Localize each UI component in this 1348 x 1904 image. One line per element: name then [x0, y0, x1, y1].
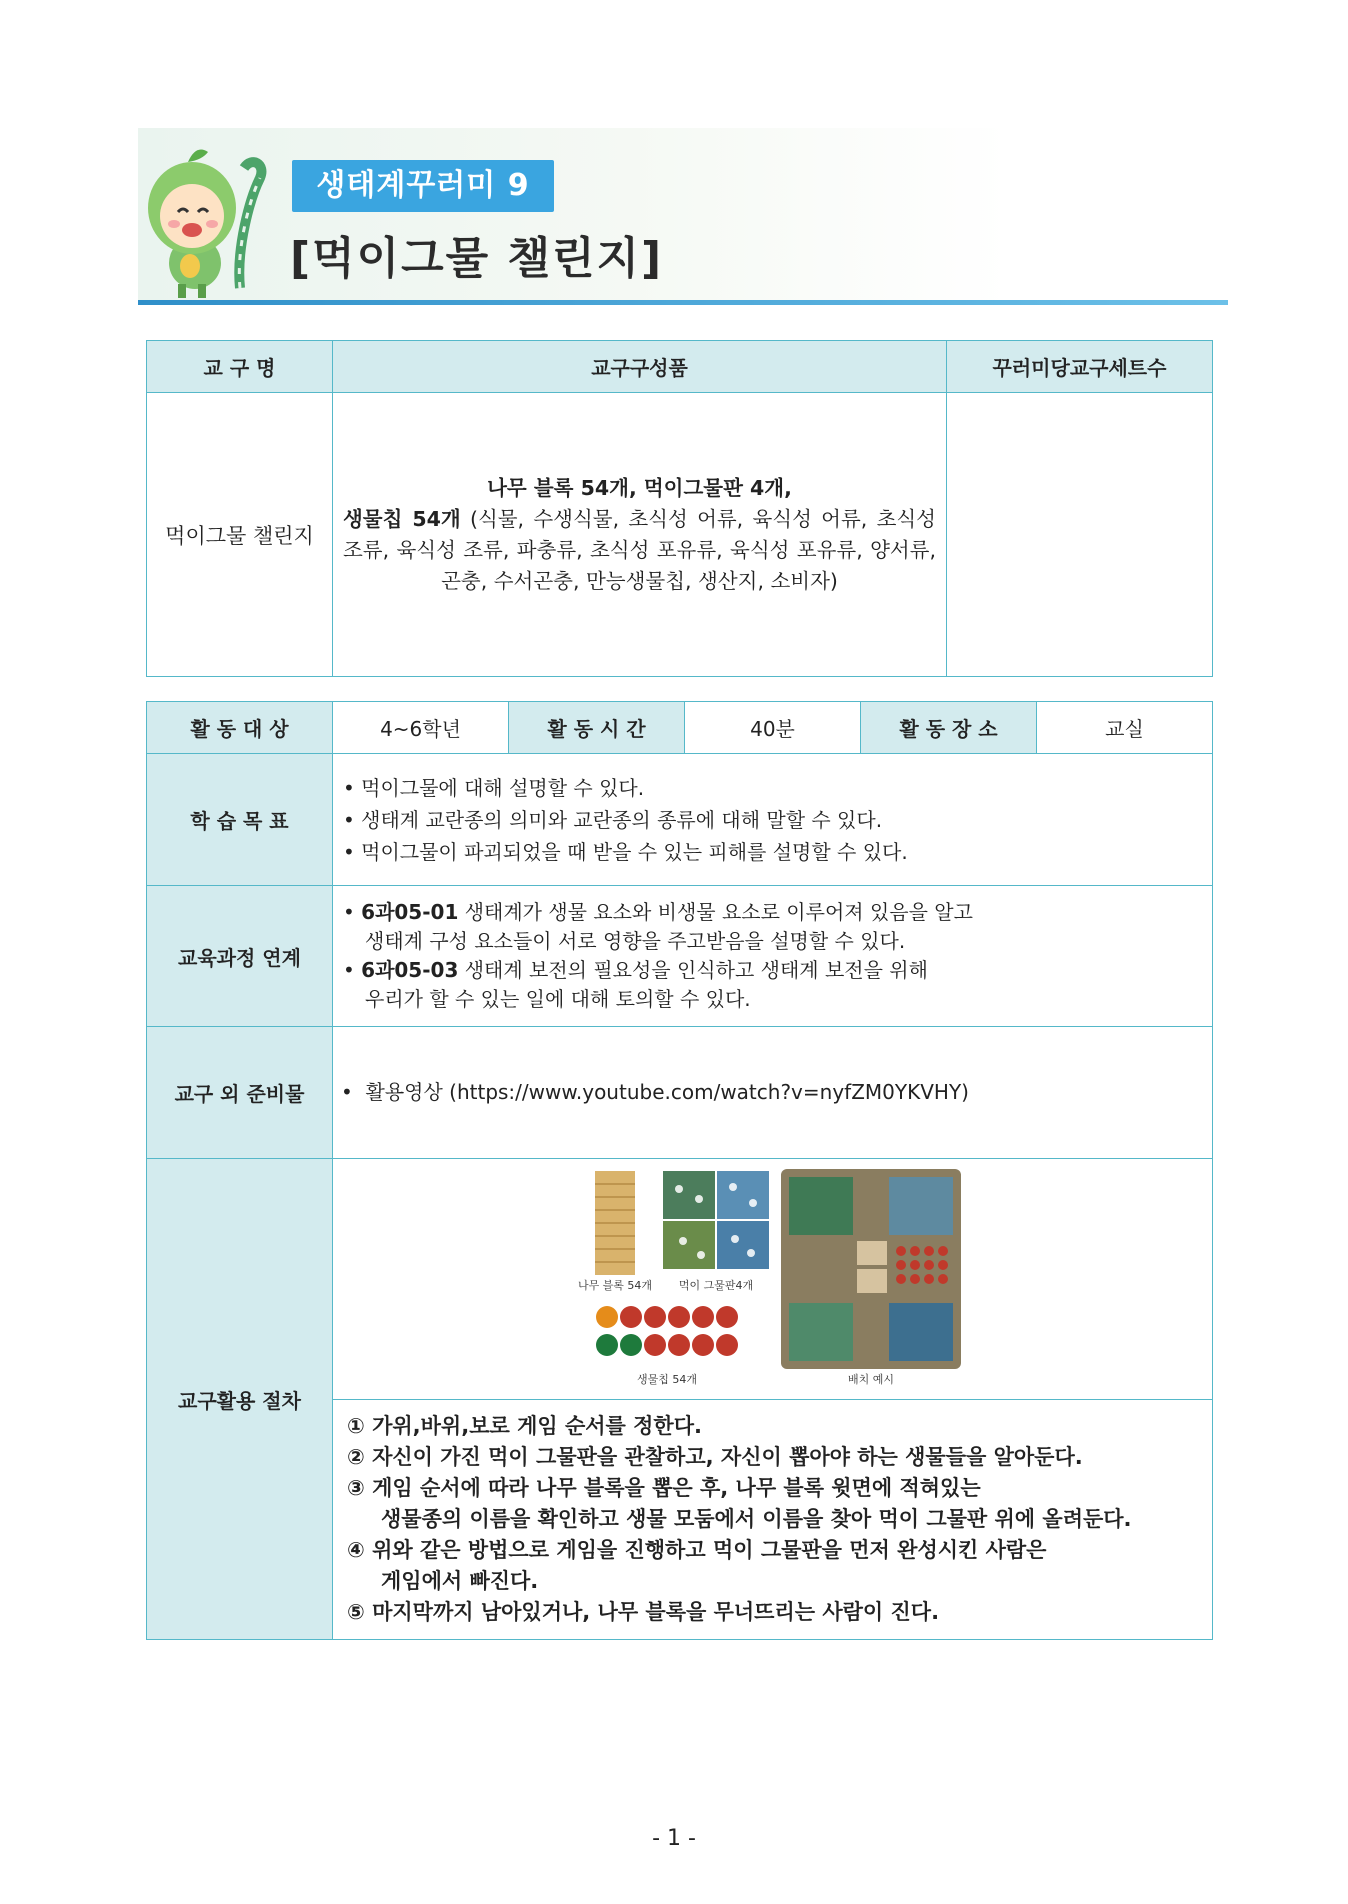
prep-value: 활용영상 (https://www.youtube.com/watch?v=nyfZM0YKVHY) [365, 1080, 969, 1104]
curriculum-item-cont: 생태계 구성 요소들이 서로 영향을 주고받음을 설명할 수 있다. [365, 929, 906, 953]
components-header: 교구구성품 [333, 341, 947, 393]
bullet: • [341, 1080, 366, 1104]
prep-label: 교구 외 준비물 [147, 1027, 333, 1159]
kit-name-header: 교 구 명 [147, 341, 333, 393]
components-line1: 나무 블록 54개, 먹이그물판 4개, [487, 475, 792, 500]
kit-photo [333, 1159, 1213, 1399]
food-web-boards [663, 1171, 769, 1269]
layout-caption: 배치 예시 [847, 1373, 895, 1386]
step-item: ③ 게임 순서에 따라 나무 블록을 뽑은 후, 나무 블록 윗면에 적혀있는 [347, 1476, 981, 1500]
curriculum-cell [333, 886, 1213, 1027]
curriculum-item: • 6과05-01 생태계가 생물 요소와 비생물 요소로 이루어져 있음을 알고 [343, 900, 973, 924]
steps-cell [333, 1400, 1213, 1640]
time-label: 활 동 시 간 [509, 702, 685, 754]
creature-chips [596, 1306, 738, 1356]
step-item-cont: 생물종의 이름을 확인하고 생물 모둠에서 이름을 찾아 먹이 그물판 위에 올려둔다. [381, 1507, 1132, 1531]
procedure-label: 교구활용 절차 [147, 1159, 333, 1640]
place-value: 교실 [1037, 702, 1213, 754]
activity-table [146, 701, 1213, 1640]
curriculum-item: • 6과05-03 생태계 보전의 필요성을 인식하고 생태계 보전을 위해 [343, 958, 928, 982]
step-item-cont: 게임에서 빠진다. [381, 1569, 539, 1593]
goal-item: • 생태계 교란종의 의미와 교란종의 종류에 대해 말할 수 있다. [343, 807, 883, 832]
goal-item: • 먹이그물이 파괴되었을 때 받을 수 있는 피해를 설명할 수 있다. [343, 839, 908, 864]
layout-example [781, 1169, 961, 1369]
prep-cell [333, 1027, 1213, 1159]
chips-kinds: (식물, 수생식물, 초식성 어류, 육식성 어류, 초식성 조류, 육식성 조류, 파충류, 초식성 포유류, 육식성 포유류, 양서류, 곤충, 수서곤충, 만능생물칩, 생산지, 소비자) [343, 506, 936, 593]
curriculum-item-cont: 우리가 할 수 있는 일에 대해 토의할 수 있다. [365, 987, 751, 1011]
components-list [343, 504, 936, 597]
page-title: [먹이그물 챌린지] [290, 233, 664, 284]
goals-cell [333, 754, 1213, 886]
kit-photo-cell [333, 1159, 1213, 1400]
chips-label: 생물칩 54개 [343, 506, 461, 531]
components-cell [333, 393, 947, 677]
kit-info-table [146, 340, 1213, 677]
step-item: ⑤ 마지막까지 남아있거나, 나무 블록을 무너뜨리는 사람이 진다. [347, 1600, 940, 1624]
blocks-caption: 나무 블록 54개 [577, 1279, 653, 1292]
goal-item: • 먹이그물에 대해 설명할 수 있다. [343, 775, 645, 800]
boards-caption: 먹이 그물판4개 [678, 1279, 754, 1292]
step-item: ④ 위와 같은 방법으로 게임을 진행하고 먹이 그물판을 먼저 완성시킨 사람은 [347, 1538, 1047, 1562]
sets-value [947, 393, 1213, 677]
header-divider [138, 300, 1228, 305]
chips-caption: 생물칩 54개 [637, 1373, 697, 1386]
goals-label: 학 습 목 표 [147, 754, 333, 886]
sets-header: 꾸러미당교구세트수 [947, 341, 1213, 393]
kit-name: 먹이그물 챌린지 [147, 393, 333, 677]
series-badge: 생태계꾸러미 9 [292, 160, 554, 212]
mascot-illustration [140, 138, 270, 298]
wood-block-tower [595, 1171, 635, 1275]
target-value: 4~6학년 [333, 702, 509, 754]
step-item: ① 가위,바위,보로 게임 순서를 정한다. [347, 1414, 702, 1438]
place-label: 활 동 장 소 [861, 702, 1037, 754]
curriculum-label: 교육과정 연계 [147, 886, 333, 1027]
step-item: ② 자신이 가진 먹이 그물판을 관찰하고, 자신이 뽑아야 하는 생물들을 알아둔다. [347, 1445, 1083, 1469]
page-number: - 1 - [652, 1826, 696, 1851]
target-label: 활 동 대 상 [147, 702, 333, 754]
time-value: 40분 [685, 702, 861, 754]
